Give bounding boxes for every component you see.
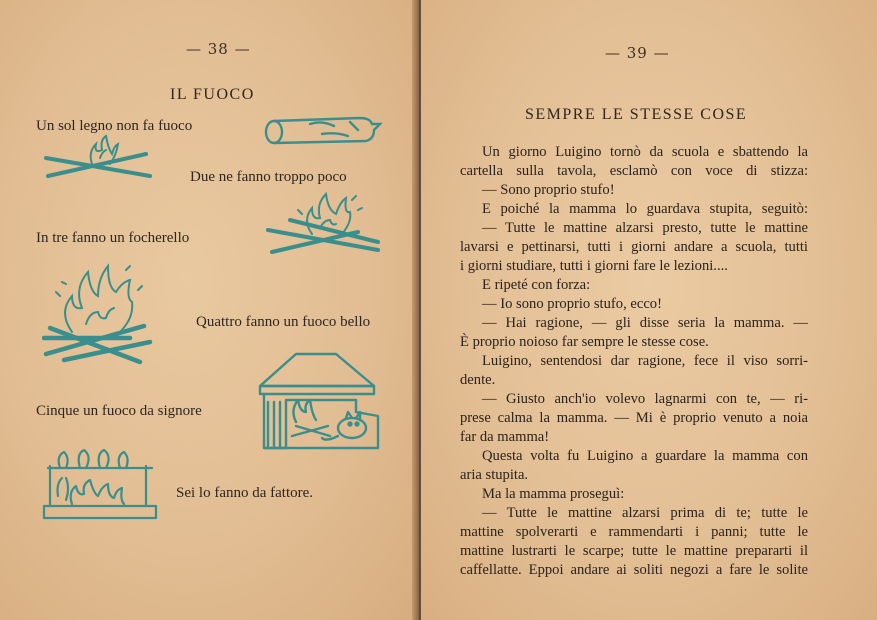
poem-line: In tre fanno un focherello — [36, 230, 190, 246]
page-title: IL FUOCO — [170, 86, 255, 103]
text-line: dente. — [460, 372, 496, 388]
text-line: — Tutte le mattine alzarsi prima di te; tutte le — [482, 505, 808, 521]
text-line: Un giorno Luigino tornò da scuola e sbattendo la — [482, 144, 808, 160]
text-line: cartella sulla tavola, esclamò con voce di stizza: — [460, 163, 808, 179]
fireplace-with-cat-illustration — [256, 350, 380, 452]
three-logs-fire-illustration — [258, 190, 382, 260]
text-line: E poiché la mamma lo guardava stupita, seguitò: — [482, 201, 808, 217]
text-line: — Giusto anch'io volevo lagnarmi con te, — ri- — [482, 391, 808, 407]
text-line: caffellatte. Eppoi andare ai soliti negozi a fare le solite — [460, 562, 808, 578]
text-line: mattine lustrarti le scarpe; tutte le mattine prepararti il — [460, 543, 808, 559]
one-log-illustration — [262, 112, 384, 148]
text-line: Ma la mamma proseguì: — [482, 486, 625, 502]
text-line: i giorni studiare, tutti i giorni fare le lezioni.... — [460, 258, 728, 274]
page-number: — 39 — — [605, 44, 670, 62]
roasting-spit-illustration — [40, 444, 160, 524]
poem-line: Quattro fanno un fuoco bello — [196, 314, 371, 330]
left-page — [0, 0, 416, 620]
text-line: E ripeté con forza: — [482, 277, 591, 293]
four-logs-fire-illustration — [42, 262, 154, 370]
text-line: — Hai ragione, — gli disse seria la mamma. — — [482, 315, 808, 331]
text-line: Luigino, sentendosi dar ragione, fece il viso sorri- — [482, 353, 808, 369]
page-number: — 38 — — [186, 40, 251, 58]
text-line: mattine spolverarti e rammendarti i panni; tutte le — [460, 524, 808, 540]
text-line: aria stupita. — [460, 467, 529, 483]
poem-line: Due ne fanno troppo poco — [190, 169, 347, 185]
text-line: — Tutte le mattine alzarsi presto, tutte le mattine — [482, 220, 808, 236]
poem-line: Sei lo fanno da fattore. — [176, 485, 314, 501]
page-title: SEMPRE LE STESSE COSE — [525, 106, 748, 123]
text-line: — Sono proprio stufo! — [482, 182, 615, 198]
text-line: prese calma la mamma. — Mi è proprio venuto a noia — [460, 410, 808, 426]
text-line: È proprio noioso far sempre le stesse cose. — [460, 334, 709, 350]
two-logs-fire-illustration — [42, 134, 158, 184]
poem-line: Cinque un fuoco da signore — [36, 403, 202, 419]
text-line: Questa volta fu Luigino a guardare la mamma con — [482, 448, 808, 464]
text-line: lavarsi e pettinarsi, tutti i giorni andare a scuola, tutti — [460, 239, 808, 255]
poem-line: Un sol legno non fa fuoco — [36, 118, 193, 134]
text-line: far da mamma! — [460, 429, 550, 445]
text-line: — Io sono proprio stufo, ecco! — [482, 296, 662, 312]
